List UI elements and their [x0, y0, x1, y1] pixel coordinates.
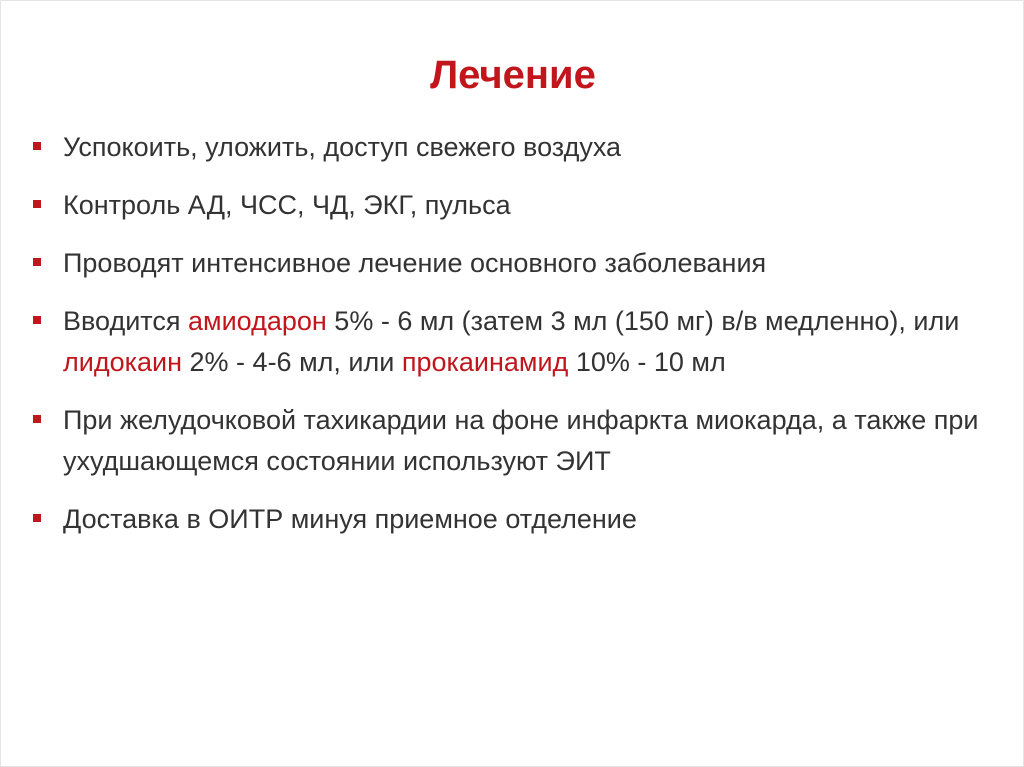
drug-name-lidocaine: лидокаин [63, 347, 183, 377]
list-item [29, 127, 989, 168]
bullet-list [29, 127, 989, 540]
item-text: 5% - 6 мл (затем 3 мл (150 мг) в/в медленно), или [326, 306, 960, 336]
item-text: Контроль АД, ЧСС, ЧД, ЭКГ, пульса [63, 190, 511, 220]
list-item [29, 400, 989, 482]
list-item [29, 499, 989, 540]
square-bullet-icon [33, 514, 41, 522]
square-bullet-icon [33, 258, 41, 266]
drug-name-procainamide: прокаинамид [401, 347, 569, 377]
square-bullet-icon [33, 316, 41, 324]
list-item [29, 185, 989, 226]
item-text: При желудочковой тахикардии на фоне инфаркта миокарда, а также при ухудшающемся состоянии используют ЭИТ [63, 405, 979, 476]
slide-title: Лечение [430, 53, 596, 97]
item-text: Успокоить, уложить, доступ свежего воздуха [63, 132, 622, 162]
item-text: Вводится [63, 306, 188, 336]
item-text: Проводят интенсивное лечение основного заболевания [63, 248, 767, 278]
list-item [29, 243, 989, 284]
square-bullet-icon [33, 142, 41, 150]
item-text: 2% - 4-6 мл, или [182, 347, 402, 377]
square-bullet-icon [33, 200, 41, 208]
item-text: 10% - 10 мл [568, 347, 726, 377]
square-bullet-icon [33, 415, 41, 423]
item-text: Доставка в ОИТР минуя приемное отделение [63, 504, 637, 534]
drug-name-amiodarone: амиодарон [188, 306, 327, 336]
list-item [29, 301, 989, 383]
